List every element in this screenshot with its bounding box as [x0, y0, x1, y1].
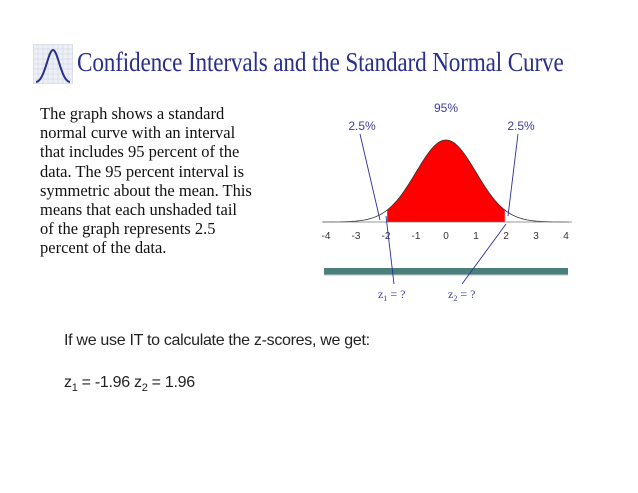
body-line: percent of the data. — [40, 238, 167, 258]
center-label: 95% — [433, 101, 459, 115]
right-tail-pointer — [508, 134, 518, 216]
tick-label: 1 — [473, 231, 479, 242]
tick-label: -1 — [411, 231, 421, 242]
body-line: that includes 95 percent of the — [40, 142, 240, 162]
tick-label: 4 — [563, 231, 569, 242]
axis-bar — [324, 268, 568, 275]
body-line: symmetric about the mean. This — [40, 180, 252, 200]
tick-label: -4 — [322, 231, 331, 242]
page-title: Confidence Intervals and the Standard Normal Curve — [77, 47, 564, 77]
tick-label: -2 — [381, 231, 391, 242]
z2-label: $z_2$ = ? — [448, 287, 476, 303]
bell-curve-icon — [33, 44, 73, 84]
z1-label: $z_1$ = ? — [378, 287, 406, 303]
body-line: means that each unshaded tail — [40, 200, 238, 220]
tick-label: 3 — [533, 231, 539, 242]
tick-label: 2 — [503, 231, 509, 242]
right-tail-label: 2.5% — [507, 119, 535, 133]
axis-ticks — [322, 231, 569, 242]
body-line: of the graph represents 2.5 — [40, 219, 216, 239]
z-score-results: $z_1 = -1.96$ $z_2 = 1.96$ — [64, 374, 195, 395]
calculation-intro: If we use IT to calculate the z-scores, we get: — [64, 332, 370, 349]
body-line: normal curve with an interval — [40, 123, 236, 143]
body-line: The graph shows a standard — [40, 104, 225, 123]
left-tail-label: 2.5% — [348, 119, 376, 133]
tick-label: -3 — [351, 231, 361, 242]
body-paragraph — [40, 104, 285, 258]
left-tail-pointer — [360, 134, 380, 220]
body-line: data. The 95 percent interval is — [40, 161, 245, 181]
tick-label: 0 — [443, 231, 449, 242]
normal-curve-graph — [322, 96, 572, 308]
shaded-region — [387, 140, 505, 222]
title-bar — [33, 44, 613, 86]
